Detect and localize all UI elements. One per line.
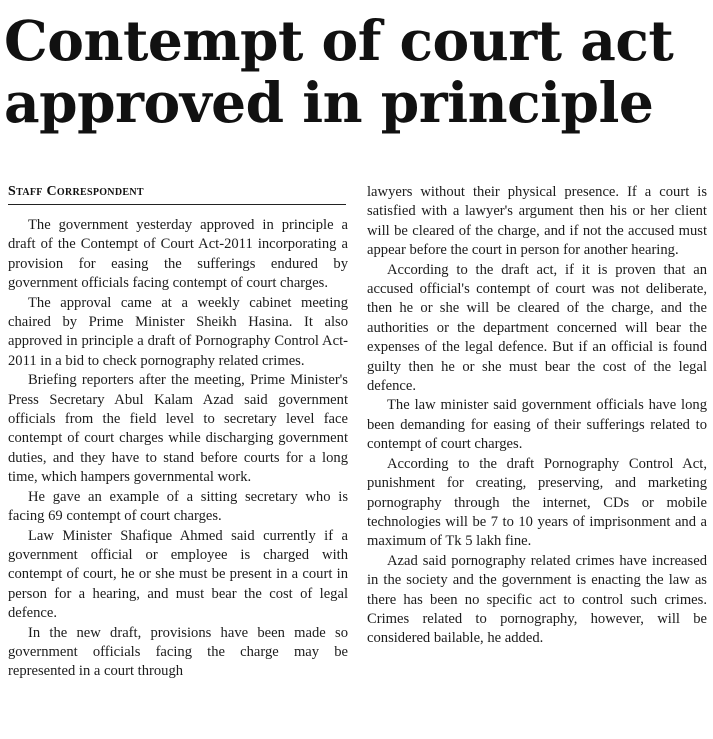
paragraph: Briefing reporters after the meeting, Prime Minister's Press Secretary Abul Kalam Azad said government officials from the field level to secretary level face contempt of court charges while discharging government duties, and they have to stand before courts for a long time, which hampers governmental work.	[8, 372, 348, 486]
paragraph: According to the draft act, if it is proven that an accused official's contempt of court was not deliberate, then he or she will be cleared of the charge, and the authorities or the department concerned will bear the expenses of the legal defence. But if an official is found guilty then he or she must bear the cost of the legal defence.	[367, 261, 707, 395]
byline: Staff Correspondent	[8, 183, 346, 205]
paragraph: In the new draft, provisions have been made so government officials facing the charge may be represented in a court through	[8, 624, 348, 680]
paragraph: Law Minister Shafique Ahmed said currently if a government official or employee is charged with contempt of court, he or she must be present in a court in person for a hearing, and must bear the cost of legal defence.	[8, 527, 348, 622]
paragraph: According to the draft Pornography Control Act, punishment for creating, preserving, and marketing pornography through the internet, CDs or mobile technologies will be 7 to 10 years of imprisonment and a maximum of Tk 5 lakh fine.	[367, 455, 707, 550]
paragraph: He gave an example of a sitting secretary who is facing 69 contempt of court charges.	[8, 488, 348, 525]
paragraph-continued: lawyers without their physical presence. If a court is satisfied with a lawyer's argument then his or her client will be cleared of the charge, and if not the accused must appear before the court in person for another hearing.	[367, 184, 707, 259]
paragraph: The law minister said government officials have long been demanding for easing of their sufferings related to contempt of court charges.	[367, 397, 707, 453]
paragraph: The approval came at a weekly cabinet meeting chaired by Prime Minister Sheikh Hasina. It also approved in principle a draft of Pornography Control Act-2011 in a bid to check pornography related crimes.	[8, 294, 348, 369]
headline-line-1: Contempt of court act	[4, 8, 674, 73]
headline	[4, 10, 710, 134]
left-column	[8, 216, 348, 682]
paragraph: The government yesterday approved in principle a draft of the Contempt of Court Act-2011 incorporating a provision for easing the sufferings endured by government officials facing contempt of court charges.	[8, 217, 348, 292]
right-column	[367, 183, 707, 649]
paragraph: Azad said pornography related crimes have increased in the society and the government is enacting the law as there has been no specific act to control such crimes. Crimes related to pornography, however, will be considered bailable, he added.	[367, 552, 707, 647]
headline-line-2: approved in principle	[4, 70, 654, 135]
